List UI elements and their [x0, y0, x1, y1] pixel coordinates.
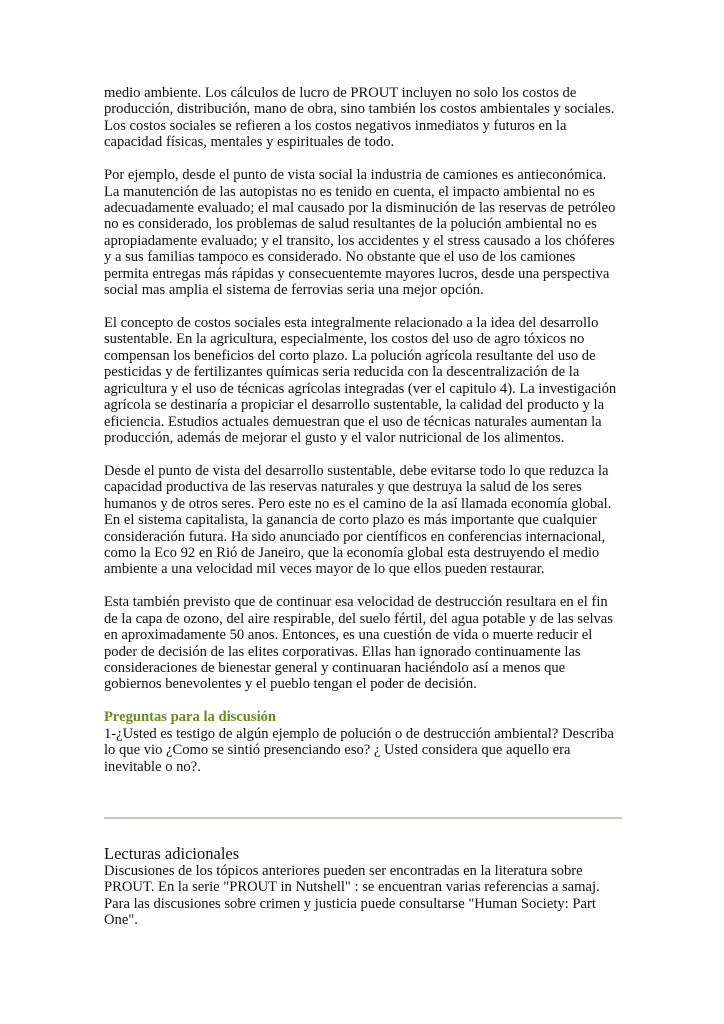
- paragraph-environment-costs: medio ambiente. Los cálculos de lucro de PROUT incluyen no solo los costos de producción, distribución, mano de obra, sino también los costos ambientales y sociales. Los costos sociales se refieren a los costos negativos inmediatos y futuros en la capacidad físicas, mentales y espirituales de todo.: [104, 85, 615, 151]
- discussion-question: 1-¿Usted es testigo de algún ejemplo de polución o de destrucción ambiental? Describa lo que vio ¿Como se sintió presenciando eso? ¿ Usted considera que aquello era inevitable o no?.: [104, 725, 614, 775]
- paragraph-social-costs: El concepto de costos sociales esta integralmente relacionado a la idea del desarrollo sustentable. En la agricultura, especialmente, los costos del uso de agro tóxicos no compensan los beneficios del corto plazo. La polución agrícola resultante del uso de pesticidas y de fertilizantes químicas seria reducida con la descentralización de la agricultura y el uso de técnicas agrícolas integradas (ver el capitulo 4). La investigación agrícola se destinaría a propiciar el desarrollo sustentable, la calidad del producto y la eficiencia. Estudios actuales demuestran que el uso de técnicas naturales aumentan la producción, además de mejorar el gusto y el valor nutricional de los alimentos.: [104, 315, 617, 446]
- further-reading-title: Lecturas adicionales: [104, 844, 240, 863]
- paragraph-destruction-forecast: Esta también previsto que de continuar esa velocidad de destrucción resultara en el fin de la capa de ozono, del aire respirable, del suelo fértil, del agua potable y de las selvas en aproximadamente 50 anos. Entonces, es una cuestión de vida o muerte reducir el poder de decisión de las elites corporativas. Ellas han ignorado continuamente las consideraciones de bienestar general y continuaran haciéndolo así a menos que gobiernos benevolentes y el pueblo tengan el poder de decisión.: [104, 594, 613, 693]
- further-reading-section: [104, 845, 622, 929]
- document-body: [104, 85, 622, 775]
- discussion-heading: Preguntas para la discusión: [104, 709, 277, 726]
- further-reading-text: Discusiones de los tópicos anteriores pueden ser encontradas en la literatura sobre PROUT. En la serie "PROUT in Nutshell" : se encuentran varias referencias a samaj. Para las discusiones sobre crimen y justicia puede consultarse "Human Society: Part One".: [104, 863, 600, 929]
- paragraph-trucking-example: Por ejemplo, desde el punto de vista social la industria de camiones es antieconómica. La manutención de las autopistas no es tenido en cuenta, el impacto ambiental no es adecuadamente evaluado; el mal causado por la disminución de las reservas de petróleo no es considerado, los problemas de salud resultantes de la polución ambiental no es apropiadamente evaluado; y el transito, los accidentes y el stress causado a los chóferes y a sus familias tampoco es considerado. No obstante que el uso de los camiones permita entregas más rápidas y consecuentemte mayores lucros, desde una perspectiva social mas amplia el sistema de ferrovias seria una mejor opción.: [104, 167, 616, 299]
- discussion-section: [104, 709, 622, 775]
- paragraph-sustainable-development: Desde el punto de vista del desarrollo sustentable, debe evitarse todo lo que reduzca la capacidad productiva de las reservas naturales y que destruya la salud de los seres humanos y de otros seres. Pero este no es el camino de la así llamada economía global. En el sistema capitalista, la ganancia de corto plazo es más importante que cualquier consideración futura. Ha sido anunciado por científicos en conferencias internacional, como la Eco 92 en Rió de Janeiro, que la economía global esta destruyendo el medio ambiente a una velocidad mil veces mayor de lo que ellos pueden restaurar.: [104, 462, 612, 578]
- horizontal-divider: [104, 817, 622, 819]
